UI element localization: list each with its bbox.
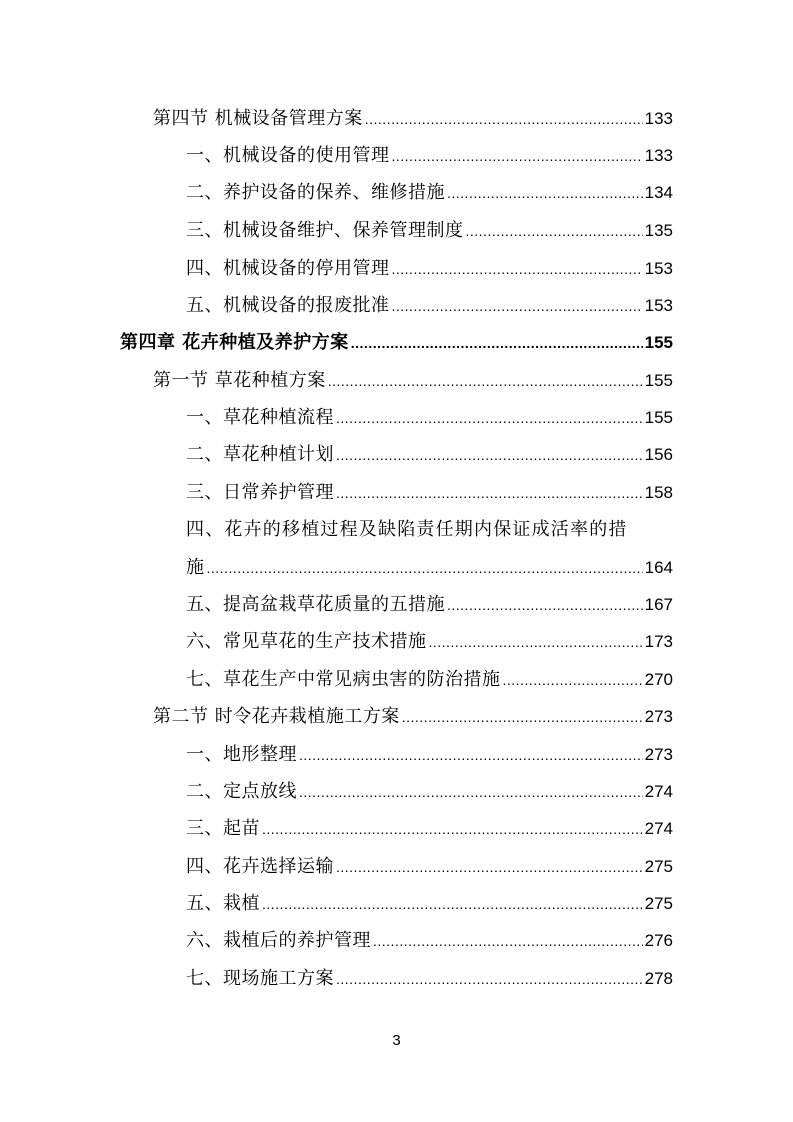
toc-entry-page: 155 <box>644 408 673 427</box>
toc-entry-label: 第四章 花卉种植及养护方案 <box>120 332 349 353</box>
toc-entry-page: 135 <box>644 221 673 240</box>
toc-entry[interactable] <box>153 100 673 137</box>
toc-entry-page: 274 <box>644 819 673 838</box>
toc-entry-wrapped-line[interactable]: 四、花卉的移植过程及缺陷责任期内保证成活率的措 <box>186 519 628 540</box>
toc-leader-dots <box>373 923 643 960</box>
toc-leader-dots <box>262 811 643 848</box>
toc-entry-page: 276 <box>644 931 673 950</box>
toc-leader-dots <box>328 363 643 400</box>
page-number: 3 <box>392 1032 401 1049</box>
toc-entry-label: 六、栽植后的养护管理 <box>186 930 371 951</box>
toc-entry[interactable] <box>186 174 673 211</box>
toc-leader-dots <box>299 737 643 774</box>
toc-entry-label: 一、地形整理 <box>186 744 297 765</box>
toc-entry[interactable] <box>186 474 673 511</box>
toc-entry-label: 四、花卉选择运输 <box>186 856 334 877</box>
toc-entry-label: 第四节 机械设备管理方案 <box>153 108 363 129</box>
toc-entry-label: 七、现场施工方案 <box>186 968 334 989</box>
toc-entry-label: 四、机械设备的停用管理 <box>186 258 390 279</box>
toc-entry-page: 164 <box>644 558 673 577</box>
toc-leader-dots <box>402 699 643 736</box>
toc-entry[interactable] <box>186 549 673 586</box>
toc-entry-page: 273 <box>644 745 673 764</box>
toc-entry[interactable] <box>186 848 673 885</box>
toc-entry[interactable] <box>186 399 673 436</box>
toc-entry-page: 153 <box>644 259 673 278</box>
toc-leader-dots <box>466 213 643 250</box>
toc-entry-label: 五、栽植 <box>186 893 260 914</box>
toc-entry[interactable] <box>186 810 673 847</box>
toc-leader-dots <box>351 325 643 362</box>
toc-entry-label: 三、机械设备维护、保养管理制度 <box>186 220 464 241</box>
toc-leader-dots <box>336 475 643 512</box>
toc-entry-label: 五、提高盆栽草花质量的五措施 <box>186 594 445 615</box>
toc-entry[interactable] <box>186 623 673 660</box>
toc-entry-label: 施 <box>186 557 205 578</box>
toc-leader-dots <box>392 138 643 175</box>
toc-entry[interactable] <box>186 436 673 473</box>
toc-entry-label: 一、草花种植流程 <box>186 407 334 428</box>
toc-entry[interactable] <box>186 661 673 698</box>
toc-entry-label: 五、机械设备的报废批准 <box>186 295 390 316</box>
toc-entry[interactable] <box>186 212 673 249</box>
toc-leader-dots <box>392 251 643 288</box>
toc-entry-label: 二、定点放线 <box>186 781 297 802</box>
toc-entry-page: 133 <box>644 109 673 128</box>
toc-leader-dots <box>299 774 643 811</box>
toc-leader-dots <box>336 849 643 886</box>
toc-entry-page: 275 <box>644 894 673 913</box>
toc-entry[interactable] <box>153 362 673 399</box>
toc-entry-label: 七、草花生产中常见病虫害的防治措施 <box>186 669 501 690</box>
toc-entry-label: 二、养护设备的保养、维修措施 <box>186 182 445 203</box>
toc-leader-dots <box>429 624 643 661</box>
toc-entry-page: 155 <box>644 371 673 390</box>
toc-leader-dots <box>336 400 643 437</box>
toc-leader-dots <box>365 101 643 138</box>
toc-entry[interactable] <box>186 137 673 174</box>
toc-leader-dots <box>336 437 643 474</box>
toc-leader-dots <box>503 662 643 699</box>
toc-chapter-entry[interactable] <box>120 324 673 361</box>
toc-entry[interactable] <box>153 698 673 735</box>
toc-entry-page: 270 <box>644 670 673 689</box>
toc-entry[interactable] <box>186 250 673 287</box>
toc-leader-dots <box>262 886 643 923</box>
toc-entry-label: 六、常见草花的生产技术措施 <box>186 631 427 652</box>
toc-leader-dots <box>447 587 643 624</box>
toc-entry[interactable] <box>186 922 673 959</box>
toc-entry[interactable] <box>186 586 673 623</box>
toc-entry-page: 275 <box>644 857 673 876</box>
toc-entry-label: 三、起苗 <box>186 818 260 839</box>
toc-entry[interactable] <box>186 885 673 922</box>
toc-entry[interactable] <box>186 287 673 324</box>
toc-entry-page: 155 <box>644 333 673 352</box>
toc-entry-page: 273 <box>644 707 673 726</box>
toc-entry-page: 156 <box>644 445 673 464</box>
toc-entry-label: 第二节 时令花卉栽植施工方案 <box>153 706 400 727</box>
toc-leader-dots <box>336 961 643 998</box>
toc-entry-page: 134 <box>644 183 673 202</box>
toc-leader-dots <box>207 550 643 587</box>
toc-entry[interactable] <box>186 736 673 773</box>
toc-leader-dots <box>447 175 643 212</box>
toc-entry-page: 173 <box>644 632 673 651</box>
toc-entry-label: 一、机械设备的使用管理 <box>186 145 390 166</box>
toc-entry-page: 167 <box>644 595 673 614</box>
toc-entry[interactable] <box>186 773 673 810</box>
toc-leader-dots <box>392 288 643 325</box>
toc-entry-label: 三、日常养护管理 <box>186 482 334 503</box>
toc-entry-page: 274 <box>644 782 673 801</box>
toc-entry-page: 158 <box>644 483 673 502</box>
toc-entry[interactable] <box>186 960 673 997</box>
toc-entry-page: 133 <box>644 146 673 165</box>
toc-entry-label: 第一节 草花种植方案 <box>153 370 326 391</box>
toc-entry-label: 二、草花种植计划 <box>186 444 334 465</box>
toc-entry-page: 278 <box>644 969 673 988</box>
toc-entry-page: 153 <box>644 296 673 315</box>
